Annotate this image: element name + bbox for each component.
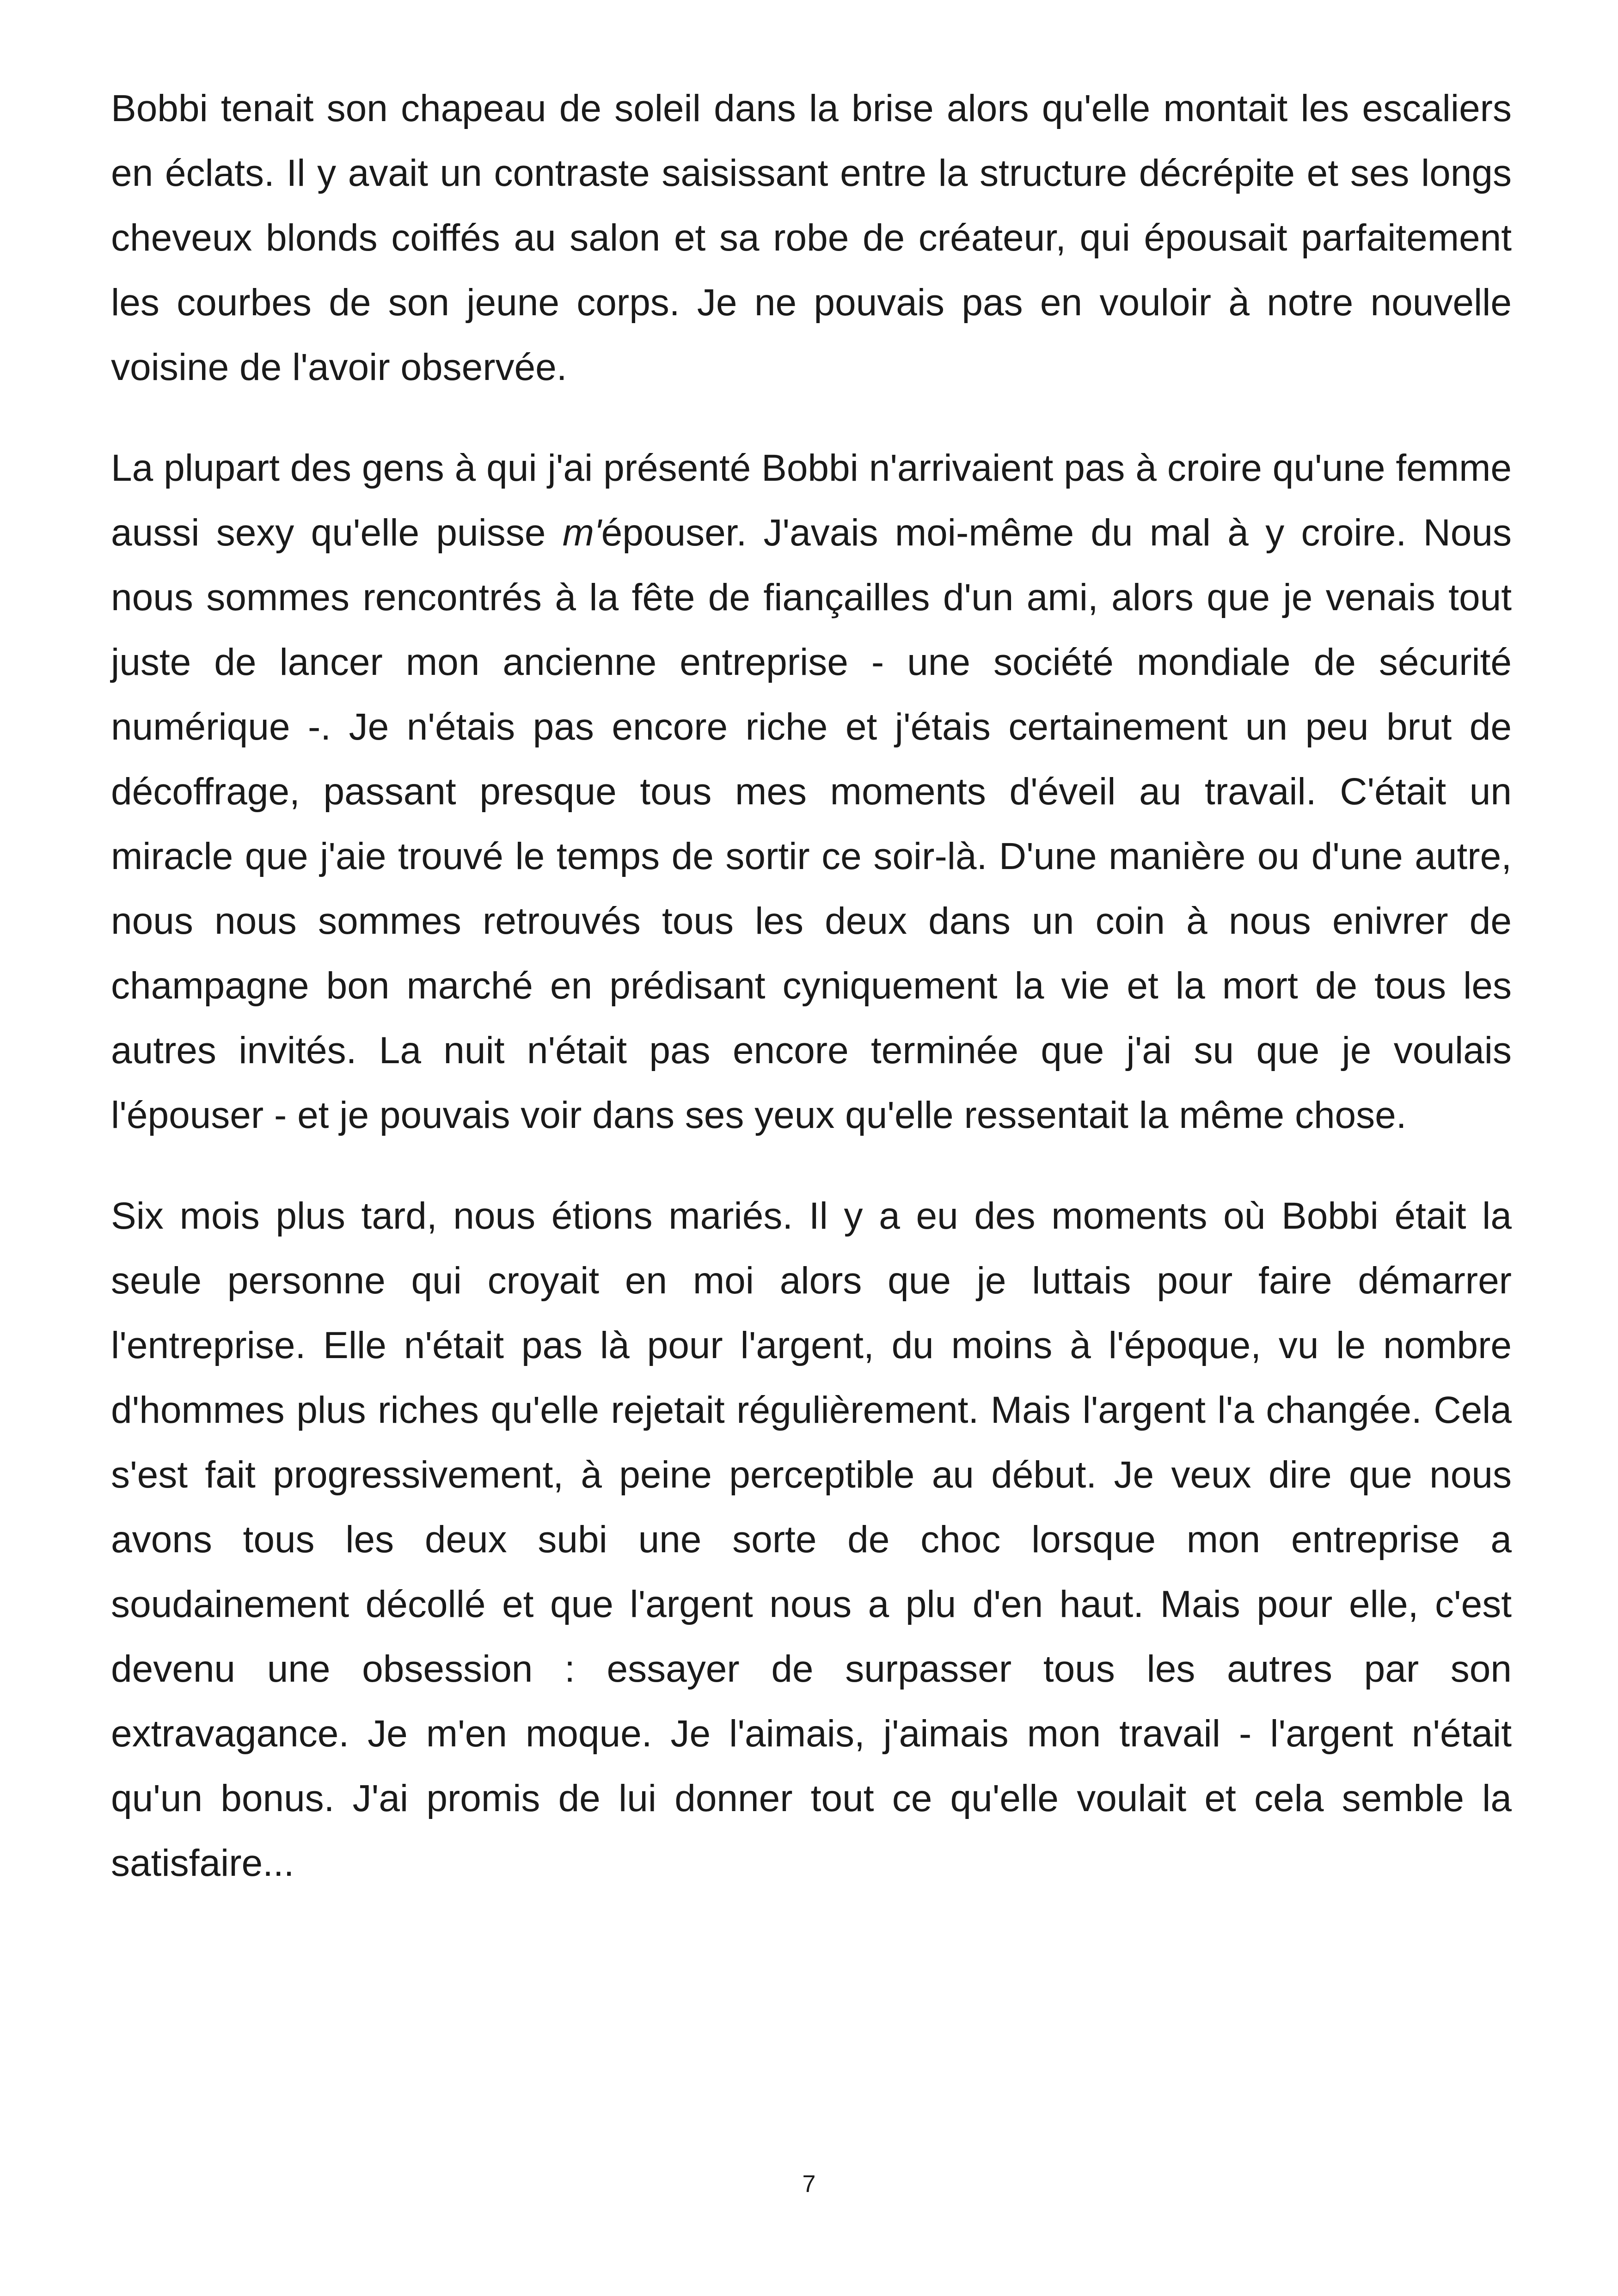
paragraph-1: Bobbi tenait son chapeau de soleil dans la brise alors qu'elle montait les escaliers en éclats. Il y avait un contraste saisissant entre la structure décrépite et ses longs cheveux blonds coiffés au salon et sa robe de créateur, qui épousait parfaitement les courbes de son jeune corps. Je ne pouvais pas en vouloir à notre nouvelle voisine de l'avoir observée. xyxy=(111,87,1512,388)
paragraph-2 xyxy=(111,436,1512,1148)
paragraph-2-italic: m' xyxy=(562,512,601,554)
page-number: 7 xyxy=(802,2171,816,2198)
paragraph-2-start: La plupart des gens à qui j'ai présenté Bobbi n'arrivaient pas à croire qu'une femme aussi sexy qu'elle puisse xyxy=(111,447,1512,554)
paragraph-3: Six mois plus tard, nous étions mariés. Il y a eu des moments où Bobbi était la seule personne qui croyait en moi alors que je luttais pour faire démarrer l'entreprise. Elle n'était pas là pour l'argent, du moins à l'époque, vu le nombre d'hommes plus riches qu'elle rejetait régulièrement. Mais l'argent l'a changée. Cela s'est fait progressivement, à peine perceptible au début. Je veux dire que nous avons tous les deux subi une sorte de choc lorsque mon entreprise a soudainement décollé et que l'argent nous a plu d'en haut. Mais pour elle, c'est devenu une obsession : essayer de surpasser tous les autres par son extravagance. Je m'en moque. Je l'aimais, j'aimais mon travail - l'argent n'était qu'un bonus. J'ai promis de lui donner tout ce qu'elle voulait et cela semble la satisfaire... xyxy=(111,1195,1512,1884)
body-text xyxy=(111,76,1512,1896)
paragraph-2-end: épouser. J'avais moi-même du mal à y croire. Nous nous sommes rencontrés à la fête de fiançailles d'un ami, alors que je venais tout juste de lancer mon ancienne entreprise - une société mondiale de sécurité numérique -. Je n'étais pas encore riche et j'étais certainement un peu brut de décoffrage, passant presque tous mes moments d'éveil au travail. C'était un miracle que j'aie trouvé le temps de sortir ce soir-là. D'une manière ou d'une autre, nous nous sommes retrouvés tous les deux dans un coin à nous enivrer de champagne bon marché en prédisant cyniquement la vie et la mort de tous les autres invités. La nuit n'était pas encore terminée que j'ai su que je voulais l'épouser - et je pouvais voir dans ses yeux qu'elle ressentait la même chose. xyxy=(111,512,1512,1136)
